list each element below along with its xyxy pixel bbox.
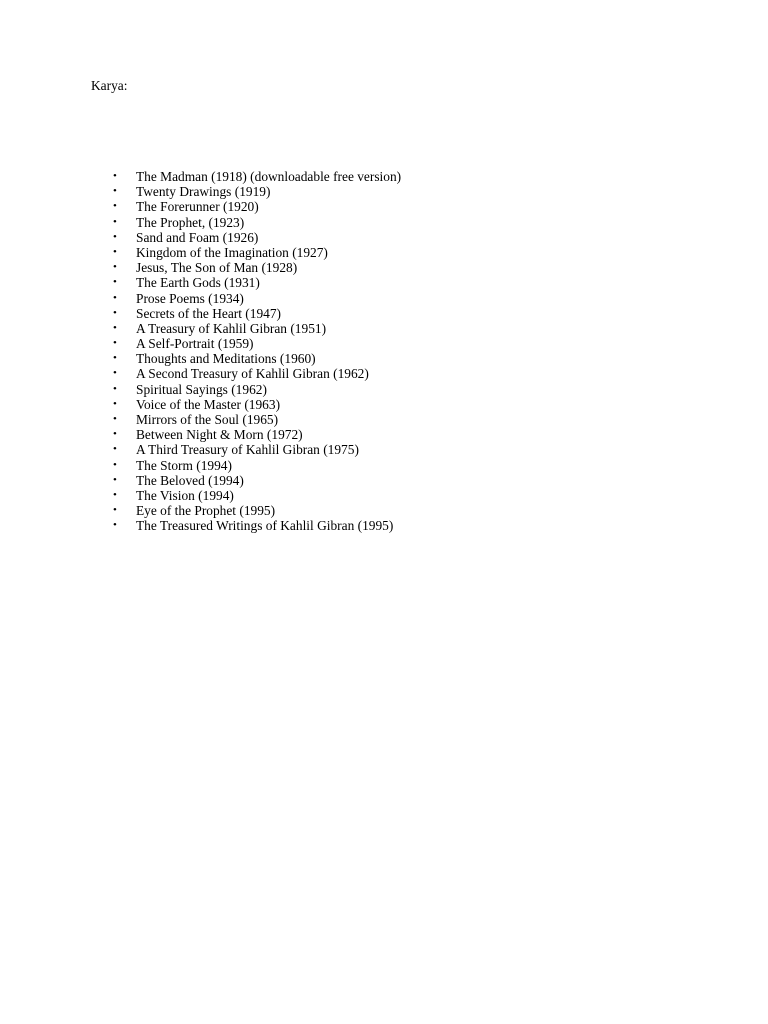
list-item (0, 245, 760, 260)
list-item-label: The Beloved (1994) (136, 472, 244, 488)
list-item-label: Twenty Drawings (1919) (136, 184, 271, 200)
bullet-icon: • (113, 230, 117, 243)
list-item (0, 291, 760, 306)
list-item-label: A Treasury of Kahlil Gibran (1951) (136, 320, 327, 336)
list-item-label: Secrets of the Heart (1947) (136, 305, 282, 321)
bullet-icon: • (113, 352, 117, 365)
list-item-label: The Earth Gods (1931) (136, 275, 260, 291)
list-item (0, 442, 760, 457)
bullet-icon: • (113, 428, 117, 441)
list-item (0, 427, 760, 442)
list-item (0, 230, 760, 245)
bullet-icon: • (113, 337, 117, 350)
list-item (0, 366, 760, 381)
list-item-label: Spiritual Sayings (1962) (136, 381, 267, 397)
works-list (0, 169, 760, 534)
list-item (0, 397, 760, 412)
list-item (0, 412, 760, 427)
list-item-label: The Forerunner (1920) (136, 199, 259, 215)
list-item-label: A Self-Portrait (1959) (136, 336, 254, 352)
list-item-label: Prose Poems (1934) (136, 290, 244, 306)
list-item (0, 382, 760, 397)
list-item (0, 351, 760, 366)
list-item-label: Kingdom of the Imagination (1927) (136, 244, 328, 260)
bullet-icon: • (113, 185, 117, 198)
list-item (0, 321, 760, 336)
heading: Karya: (91, 78, 128, 93)
bullet-icon: • (113, 519, 117, 532)
list-item (0, 518, 760, 533)
bullet-icon: • (113, 306, 117, 319)
list-item-label: The Prophet, (1923) (136, 214, 245, 230)
list-item-label: Eye of the Prophet (1995) (136, 503, 276, 519)
list-item (0, 336, 760, 351)
bullet-icon: • (113, 458, 117, 471)
bullet-icon: • (113, 397, 117, 410)
list-item (0, 503, 760, 518)
list-item-label: Mirrors of the Soul (1965) (136, 412, 279, 427)
list-item-label: The Vision (1994) (136, 487, 234, 503)
list-item (0, 306, 760, 321)
list-item (0, 215, 760, 230)
list-item (0, 199, 760, 214)
list-item-label: Voice of the Master (1963) (136, 396, 281, 412)
bullet-icon: • (113, 413, 117, 425)
list-item-label: Between Night & Morn (1972) (136, 427, 303, 443)
bullet-icon: • (113, 200, 117, 213)
bullet-icon: • (113, 443, 117, 456)
list-item (0, 260, 760, 275)
bullet-icon: • (113, 367, 117, 380)
list-item-label: A Second Treasury of Kahlil Gibran (1962) (136, 366, 369, 382)
bullet-icon: • (113, 488, 117, 501)
bullet-icon: • (113, 245, 117, 258)
list-item-label: The Treasured Writings of Kahlil Gibran (1995) (136, 518, 394, 534)
bullet-icon: • (113, 215, 117, 228)
list-item-label: Sand and Foam (1926) (136, 229, 259, 245)
list-item (0, 458, 760, 473)
bullet-icon: • (113, 473, 117, 486)
list-item-label: The Storm (1994) (136, 457, 232, 473)
bullet-icon: • (113, 382, 117, 395)
list-item-label: Jesus, The Son of Man (1928) (136, 260, 298, 276)
list-item (0, 488, 760, 503)
list-item-label: A Third Treasury of Kahlil Gibran (1975) (136, 442, 359, 458)
bullet-icon: • (113, 261, 117, 274)
list-item (0, 275, 760, 290)
bullet-icon: • (113, 291, 117, 304)
list-item (0, 169, 760, 184)
bullet-icon: • (113, 504, 117, 517)
list-item-label: Thoughts and Meditations (1960) (136, 351, 316, 367)
list-item (0, 184, 760, 199)
bullet-icon: • (113, 276, 117, 289)
bullet-icon: • (113, 321, 117, 334)
list-item-label: The Madman (1918) (downloadable free version) (136, 169, 402, 184)
list-item (0, 473, 760, 488)
bullet-icon: • (113, 170, 117, 182)
